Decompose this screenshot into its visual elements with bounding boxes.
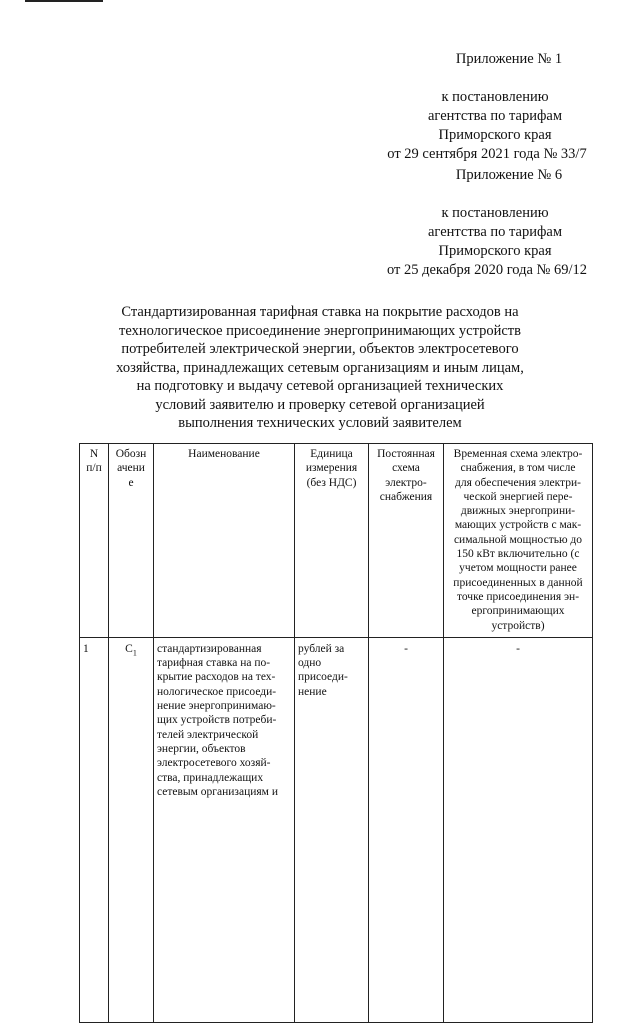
header-permanent-scheme: Постоянная схема электро- снабжения (369, 444, 444, 638)
appendix-1-line: к постановлению (441, 89, 549, 105)
table-header-row (80, 444, 593, 638)
appendix-6-block (360, 166, 600, 280)
header-name: Наименование (154, 444, 295, 638)
designation-base: C (125, 642, 133, 655)
appendix-1-block (360, 50, 600, 164)
table-row (80, 637, 593, 1022)
title-line: хозяйства, принадлежащих сетевым организациям и иным лицам, (116, 359, 524, 376)
appendix-1-line: Приморского края (438, 127, 552, 143)
document-title (60, 303, 580, 433)
header-num: N п/п (80, 444, 109, 638)
tariff-table (79, 443, 593, 1023)
title-line: Стандартизированная тарифная ставка на покрытие расходов на (121, 304, 519, 320)
appendix-6-line: к постановлению (441, 205, 549, 221)
appendix-1-title: Приложение № 1 (455, 51, 563, 67)
header-unit: Единица измерения (без НДС) (295, 444, 369, 638)
row-name: стандартизированная тарифная ставка на по- крытие расходов на тех- нологическое присоеди- нение энергопринимаю- щих устройств потреби- телей электрической энергии, объектов электросетевого хозяй- ства, принадлежащих сетевым организациям и (154, 637, 295, 1022)
title-line: технологическое присоединение энергопринимающих устройств (119, 322, 521, 339)
title-line: условий заявителю и проверку сетевой организацией (155, 396, 485, 413)
row-num: 1 (80, 637, 109, 1022)
appendix-6-line: от 25 декабря 2020 года № 69/12 (386, 262, 588, 278)
appendix-6-title: Приложение № 6 (455, 167, 563, 183)
scan-edge-mark (25, 0, 103, 2)
title-line: выполнения технических условий заявителем (178, 415, 462, 431)
header-temporary-scheme: Временная схема электро- снабжения, в том числе для обеспечения электри- ческой энергией пере- движных энергоприни- мающих устройств с мак- симальной мощностью до 150 кВт включительно (с учетом мощности ранее присоединенных в данной точке присоединения эн- ергопринимающих устройств) (444, 444, 593, 638)
title-line: потребителей электрической энергии, объектов электросетевого (121, 341, 519, 357)
appendix-1-line: агентства по тарифам (428, 108, 562, 124)
appendix-6-line: агентства по тарифам (428, 224, 562, 240)
row-temporary-value: - (444, 637, 593, 1022)
row-unit: рублей за одно присоеди- нение (295, 637, 369, 1022)
appendix-1-line: от 29 сентября 2021 года № 33/7 (387, 146, 587, 162)
row-designation (109, 637, 154, 1022)
row-permanent-value: - (369, 637, 444, 1022)
appendix-6-line: Приморского края (438, 243, 552, 259)
header-designation: Обозн ачени е (109, 444, 154, 638)
title-line: на подготовку и выдачу сетевой организацией технических (136, 378, 504, 394)
designation-sub: 1 (132, 648, 137, 658)
